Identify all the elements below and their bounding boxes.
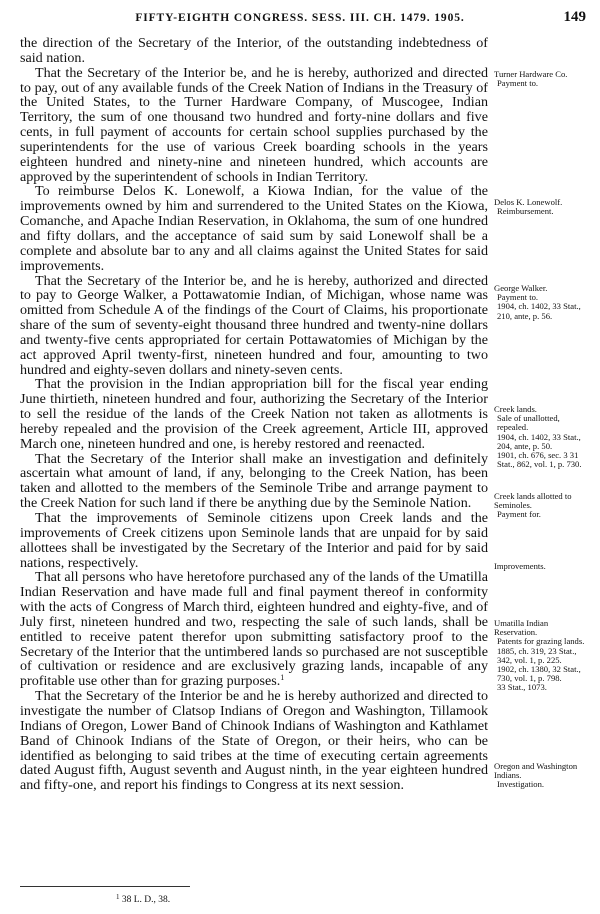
footnote-text: 38 L. D., 38.: [121, 895, 171, 905]
margin-note-line: Payment to.: [497, 292, 539, 303]
footnote-marker: 1: [116, 893, 120, 901]
footnote: [116, 893, 170, 905]
paragraph-clatsop: That the Secretary of the Interior be and he is hereby authorized and directed to investigate the number of Clatsop Indians of Oregon and Washington, Tillamook Indians of Oregon, Lower Band of Chinook Indians of Washington and Kathlamet Band of Chinook Indians of the State of Oregon, or their heirs, who can be identified as belonging to said tribes at the time of executing certain agreements dated August fifth, August seventh and August ninth, in the year eighteen hundred and fifty-one, and report his findings to Congress at its next session.: [20, 688, 488, 794]
margin-note-line: Payment to.: [497, 78, 539, 89]
margin-note-line: 1901, ch. 676, sec. 3 31 Stat., 862, vol. 1, p. 730.: [497, 450, 582, 470]
margin-note-heading: George Walker.: [494, 283, 548, 293]
paragraph-george-walker: That the Secretary of the Interior be, and he is hereby, authorized and directed to pay to George Walker, a Pottawatomie Indian, of Michigan, whose name was omitted from Schedule A of the findings of the Court of Claims, his proportionate share of the sum of seventy-eight thousand three hundred and twenty-nine dollars and twenty-five cents appropriated for certain Pottawatomies of Michigan by the act approved April twenty-first, nineteen hundred and four, amounting to two hundred and eighty-seven dollars and ninety-seven cents.: [20, 272, 488, 378]
margin-note-line: 1904, ch. 1402, 33 Stat., 210, ante, p. 56.: [497, 301, 581, 321]
body-text: [20, 36, 488, 793]
margin-note-heading: Oregon and Washington Indians.: [494, 761, 578, 781]
margin-note-line: Investigation.: [497, 779, 545, 790]
margin-note-line: Reimbursement.: [497, 206, 554, 217]
margin-note-oregon-washington: [494, 762, 590, 790]
margin-note-line: 1902, ch. 1380, 32 Stat., 730, vol. 1, p. 798.: [497, 664, 581, 684]
margin-note-turner: [494, 70, 590, 88]
page-header: [12, 10, 588, 32]
footnote-rule: [20, 886, 190, 887]
paragraph-improvements: That the improvements of Seminole citizens upon Creek lands and the improvements of Creek citizens upon Seminole lands that are unpaid for by said allottees shall be investigated by the Secretary of the Interior and paid for by said nations, respectively.: [20, 510, 488, 571]
footnote-reference: 1: [280, 673, 285, 683]
margin-note-line: Payment for.: [497, 509, 541, 520]
page-number: 149: [563, 9, 586, 25]
margin-note-seminole: [494, 492, 590, 520]
margin-note-improvements: [494, 562, 590, 571]
margin-note-creek-lands: [494, 405, 590, 469]
paragraph-seminole-allotment: That the Secretary of the Interior shall make an investigation and definitely ascertain what amount of land, if any, belonging to the Creek Nation, has been taken and allotted to the members of the Seminole Tribe and arrange payment to the Creek Nation for such land if there be anything due by the Seminole Nation.: [20, 450, 488, 512]
paragraph-creek-lands: That the provision in the Indian appropriation bill for the fiscal year ending June thirtieth, nineteen hundred and four, authorizing the Secretary of the Interior to sell the residue of the lands of the Creek Nation not taken as allotments is hereby repealed and the provision of the Creek agreement, Article III, approved March one, nineteen hundred and one, is hereby restored and reenacted.: [20, 376, 488, 452]
margin-note-heading: Improvements.: [494, 561, 546, 571]
margin-note-umatilla: [494, 619, 590, 693]
paragraph-umatilla-text: That all persons who have heretofore purchased any of the lands of the Umatilla Indian Reservation and have made full and final payment thereof in conformity with the acts of Congress of March third, eighteen hundred and eighty-five, and of July first, nineteen hundred and two, respecting the sale of such lands, shall be entitled to receive patent therefor upon submitting satisfactory proof to the Secretary of the Interior that the untimbered lands so purchased are not susceptible of cultivation or residence and are exclusively grazing lands, incapable of any profitable use other than for grazing purposes.: [20, 569, 488, 690]
margin-note-lonewolf: [494, 198, 590, 216]
margin-note-walker: [494, 284, 590, 321]
margin-note-heading: Creek lands allotted to Seminoles.: [494, 491, 572, 511]
paragraph-turner-hardware: That the Secretary of the Interior be, and he is hereby, authorized and directed to pay, out of any available funds of the Creek Nation of Indians in the Treasury of the United States, to the Turner Hardware Company, of Muscogee, Indian Territory, the sum of one thousand two hundred and forty-nine dollars and five cents, in full payment of accounts for certain school supplies purchased by the superintendents for the use of various Creek boarding schools in the years eighteen hundred and ninety-nine and nineteen hundred, which accounts are approved by the superintendent of schools in Indian Territory.: [20, 64, 488, 185]
margin-note-line: 33 Stat., 1073.: [497, 682, 547, 693]
margin-note-line: 1885, ch. 319, 23 Stat., 342, vol. 1, p. 225.: [497, 645, 577, 665]
margin-note-line: 1904, ch. 1402, 33 Stat., 204, ante, p. 50.: [497, 431, 581, 451]
paragraph-outstanding-indebtedness: the direction of the Secretary of the Interior, of the outstanding indebtedness of said nation.: [20, 35, 488, 66]
margin-note-line: Sale of unallotted, repealed.: [497, 413, 560, 433]
paragraph-umatilla: [20, 570, 488, 689]
margin-note-heading: Umatilla Indian Reservation.: [494, 618, 549, 638]
margin-note-heading: Creek lands.: [494, 404, 537, 414]
paragraph-lonewolf: To reimburse Delos K. Lonewolf, a Kiowa Indian, for the value of the improvements owned by him and surrendered to the United States on the Kiowa, Comanche, and Apache Indian Reservation, in Oklahoma, the sum of one hundred and fifty dollars, and the acceptance of said sum by said Lonewolf shall be a complete and absolute bar to any and all claims against the United States for said improvements.: [20, 183, 488, 274]
margin-note-line: Patents for grazing lands.: [497, 636, 585, 647]
running-head: FIFTY-EIGHTH CONGRESS. SESS. III. CH. 1479. 1905.: [135, 12, 465, 24]
margin-note-heading: Turner Hardware Co.: [494, 69, 568, 79]
margin-note-heading: Delos K. Lonewolf.: [494, 197, 563, 207]
